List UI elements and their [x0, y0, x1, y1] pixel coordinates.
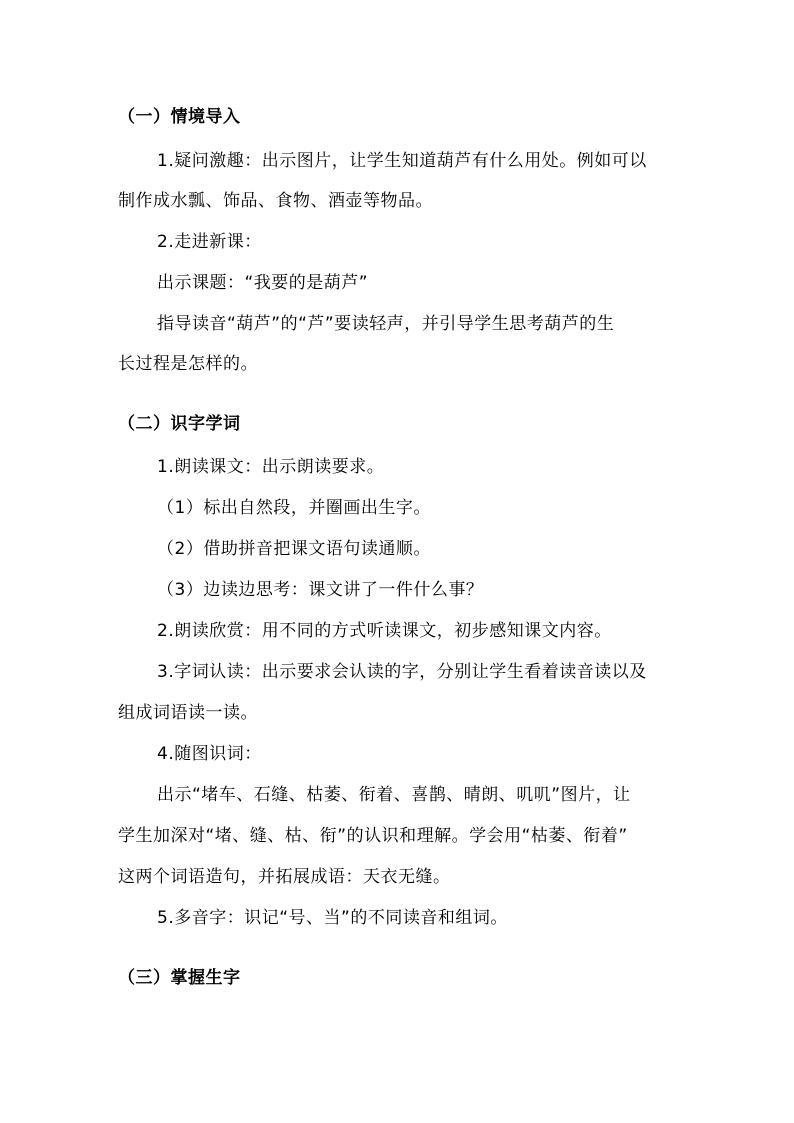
paragraph-line: 指导读音“葫芦”的“芦”要读轻声，并引导学生思考葫芦的生 [157, 314, 615, 334]
list-item: （2）借助拼音把课文语句读通顺。 [157, 539, 431, 559]
paragraph-line: 长过程是怎样的。 [118, 354, 258, 374]
section-heading-1: （一）情境导入 [118, 107, 241, 127]
paragraph-line: 3.字词认读：出示要求会认读的字，分别让学生看着读音读以及 [157, 662, 647, 682]
paragraph-line: 组成词语读一读。 [118, 703, 258, 723]
list-item: （1）标出自然段，并圈画出生字。 [157, 498, 431, 518]
section-heading-2: （二）识字学词 [118, 414, 241, 434]
section-heading-3: （三）掌握生字 [118, 968, 241, 988]
paragraph-line: 1.朗读课文：出示朗读要求。 [157, 457, 385, 477]
paragraph-line: 1.疑问激趣：出示图片，让学生知道葫芦有什么用处。例如可以 [157, 151, 647, 171]
paragraph-line: 这两个词语造句，并拓展成语：天衣无缝。 [118, 867, 451, 887]
paragraph-line: 制作成水瓢、饰品、食物、酒壶等物品。 [118, 191, 433, 211]
list-item: （3）边读边思考：课文讲了一件什么事？ [157, 580, 484, 600]
paragraph-line: 2.走进新课： [157, 232, 262, 252]
paragraph-line: 2.朗读欣赏：用不同的方式听读课文，初步感知课文内容。 [157, 621, 612, 641]
paragraph-line: 出示课题：“我要的是葫芦” [157, 273, 369, 293]
paragraph-line: 4.随图识词： [157, 744, 262, 764]
paragraph-line: 学生加深对“堵、缝、枯、衔”的认识和理解。学会用“枯萎、衔着” [118, 826, 628, 846]
paragraph-line: 出示“堵车、石缝、枯萎、衔着、喜鹊、晴朗、叽叽”图片，让 [157, 785, 631, 805]
paragraph-line: 5.多音字：识记“号、当”的不同读音和组词。 [157, 908, 508, 928]
